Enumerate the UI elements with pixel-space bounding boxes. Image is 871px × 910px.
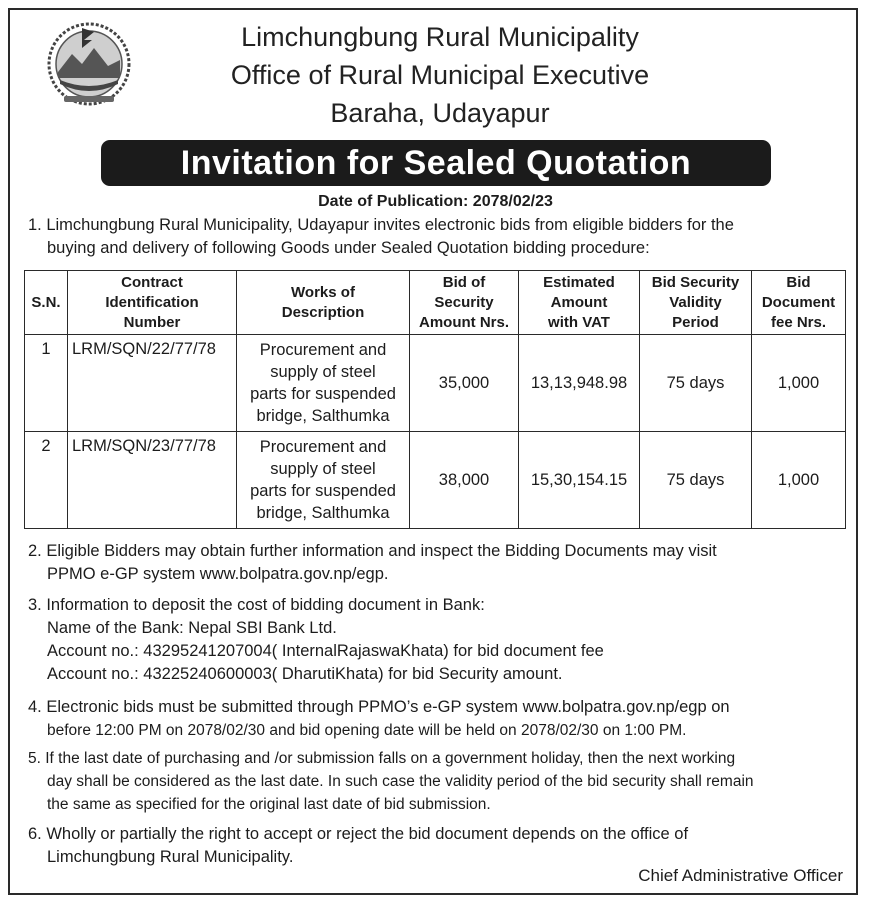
col-header-security: Bid of Security Amount Nrs. xyxy=(410,271,519,335)
office-location: Baraha, Udayapur xyxy=(330,98,550,128)
col-header-validity: Bid Security Validity Period xyxy=(640,271,752,335)
quotation-table xyxy=(24,270,846,529)
cell-validity-period: 75 days xyxy=(640,335,752,432)
col-header-works: Works of Description xyxy=(237,271,410,335)
cell-validity-period: 75 days xyxy=(640,432,752,529)
cell-document-fee: 1,000 xyxy=(752,335,846,432)
paragraph-line: the same as specified for the original last date of bid submission. xyxy=(47,796,491,813)
cell-contract-id: LRM/SQN/22/77/78 xyxy=(68,335,237,432)
cell-contract-id: LRM/SQN/23/77/78 xyxy=(68,432,237,529)
paragraph-line: 1. Limchungbung Rural Municipality, Udayapur invites electronic bids from eligible bidders for the xyxy=(28,216,734,234)
paragraph-line: Limchungbung Rural Municipality. xyxy=(47,848,294,866)
paragraph-3 xyxy=(28,594,846,686)
paragraph-line: Name of the Bank: Nepal SBI Bank Ltd. xyxy=(47,619,337,637)
paragraph-4 xyxy=(28,696,846,742)
cell-sn: 2 xyxy=(25,432,68,529)
paragraph-line: before 12:00 PM on 2078/02/30 and bid opening date will be held on 2078/02/30 on 1:00 PM. xyxy=(47,722,687,739)
paragraph-line: 5. If the last date of purchasing and /or submission falls on a government holiday, then the next working xyxy=(28,750,736,767)
paragraph-1 xyxy=(28,214,846,260)
cell-sn: 1 xyxy=(25,335,68,432)
paragraph-line: 3. Information to deposit the cost of bidding document in Bank: xyxy=(28,596,485,614)
cell-document-fee: 1,000 xyxy=(752,432,846,529)
paragraph-line: PPMO e-GP system www.bolpatra.gov.np/egp. xyxy=(47,565,389,583)
publication-date: Date of Publication: 2078/02/23 xyxy=(318,193,553,210)
paragraph-line: 2. Eligible Bidders may obtain further information and inspect the Bidding Documents may visit xyxy=(28,542,717,560)
nepal-emblem-icon xyxy=(44,20,134,108)
col-header-fee: Bid Document fee Nrs. xyxy=(752,271,846,335)
cell-description: Procurement and supply of steel parts for suspended bridge, Salthumka xyxy=(237,432,410,529)
table-row xyxy=(25,335,846,432)
cell-estimated-amount: 13,13,948.98 xyxy=(519,335,640,432)
office-name: Office of Rural Municipal Executive xyxy=(230,60,650,90)
cell-estimated-amount: 15,30,154.15 xyxy=(519,432,640,529)
paragraph-line: Account no.: 43295241207004( InternalRajaswaKhata) for bid document fee xyxy=(47,642,604,660)
paragraph-line: buying and delivery of following Goods under Sealed Quotation bidding procedure: xyxy=(47,239,650,257)
paragraph-2 xyxy=(28,540,846,586)
paragraph-line: Account no.: 43225240600003( DharutiKhata) for bid Security amount. xyxy=(47,665,563,683)
cell-security-amount: 38,000 xyxy=(410,432,519,529)
paragraph-line: day shall be considered as the last date. In such case the validity period of the bid security shall remain xyxy=(47,773,754,790)
signatory-title: Chief Administrative Officer xyxy=(638,866,843,885)
col-header-estimate: Estimated Amount with VAT xyxy=(519,271,640,335)
paragraph-5 xyxy=(28,747,846,816)
col-header-contract: Contract Identification Number xyxy=(68,271,237,335)
cell-security-amount: 35,000 xyxy=(410,335,519,432)
municipality-name: Limchungbung Rural Municipality xyxy=(241,22,639,52)
cell-description: Procurement and supply of steel parts for suspended bridge, Salthumka xyxy=(237,335,410,432)
paragraph-line: 6. Wholly or partially the right to accept or reject the bid document depends on the office of xyxy=(28,825,689,843)
col-header-sn: S.N. xyxy=(25,271,68,335)
table-header-row xyxy=(25,271,846,335)
table-row xyxy=(25,432,846,529)
paragraph-6 xyxy=(28,823,846,869)
paragraph-line: 4. Electronic bids must be submitted through PPMO’s e-GP system www.bolpatra.gov.np/egp on xyxy=(28,698,730,716)
notice-title-banner: Invitation for Sealed Quotation xyxy=(101,140,771,186)
